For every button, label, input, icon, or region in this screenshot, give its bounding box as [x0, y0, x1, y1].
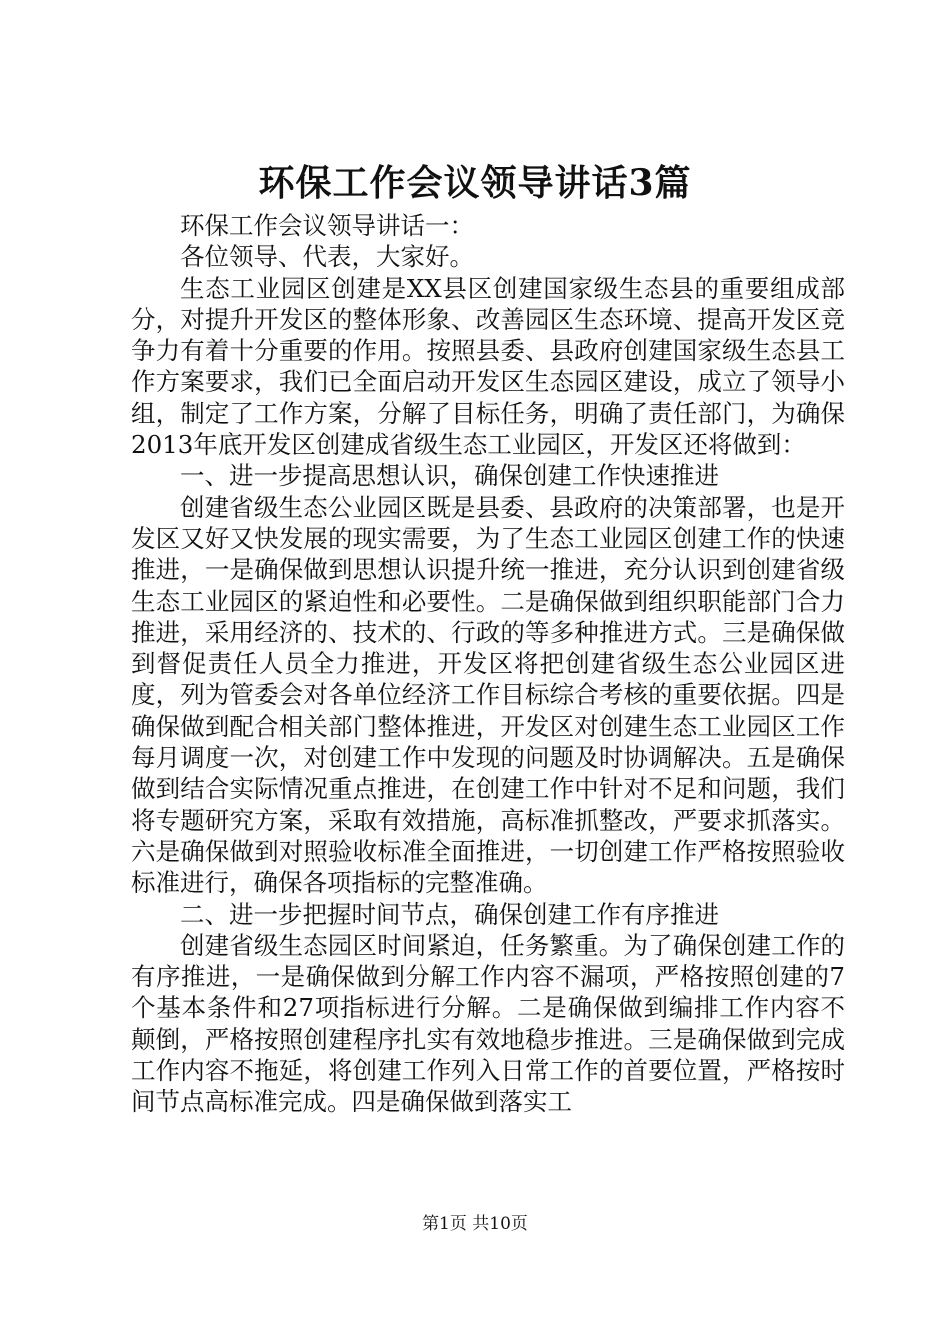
paragraph-salutation: 各位领导、代表，大家好。 [180, 242, 474, 272]
document-title: 环保工作会议领导讲话3篇 [258, 162, 692, 204]
paragraph-section-2: 创建省级生态园区时间紧迫，任务繁重。为了确保创建工作的有序推进，一是确保做到分解工作内容不漏项，严格按照创建的7个基本条件和27项指标进行分解。二是确保做到编排工作内容不颠倒，严格按照创建程序扎实有效地稳步推进。三是确保做到完成工作内容不拖延，将创建工作列入日常工作的首要位置，严格按时间节点高标准完成。四是确保做到落实工 [131, 930, 845, 1117]
paragraph-greeting-heading: 环保工作会议领导讲话一： [180, 211, 474, 240]
section-heading-2: 二、进一步把握时间节点，确保创建工作有序推进 [180, 899, 719, 929]
paragraph-intro: 生态工业园区创建是XX县区创建国家级生态县的重要组成部分，对提升开发区的整体形象、改善园区生态环境、提高开发区竞争力有着十分重要的作用。按照县委、县政府创建国家级生态县工作方案要求，我们已全面启动开发区生态园区建设，成立了领导小组，制定了工作方案，分解了目标任务，明确了责任部门，为确保2013年底开发区创建成省级生态工业园区，开发区还将做到： [131, 273, 845, 460]
document-body [131, 210, 845, 1118]
page-number-footer: 第1页 共10页 [422, 1214, 528, 1234]
paragraph-section-1: 创建省级生态公业园区既是县委、县政府的决策部署，也是开发区又好又快发展的现实需要，为了生态工业园区创建工作的快速推进，一是确保做到思想认识提升统一推进，充分认识到创建省级生态工业园区的紧迫性和必要性。二是确保做到组织职能部门合力推进，采用经济的、技术的、行政的等多种推进方式。三是确保做到督促责任人员全力推进，开发区将把创建省级生态公业园区进度，列为管委会对各单位经济工作目标综合考核的重要依据。四是确保做到配合相关部门整体推进，开发区对创建生态工业园区工作每月调度一次，对创建工作中发现的问题及时协调解决。五是确保做到结合实际情况重点推进，在创建工作中针对不足和问题，我们将专题研究方案，采取有效措施，高标准抓整改，严要求抓落实。六是确保做到对照验收标准全面推进，一切创建工作严格按照验收标准进行，确保各项指标的完整准确。 [131, 492, 845, 898]
section-heading-1: 一、进一步提高思想认识，确保创建工作快速推进 [180, 461, 719, 491]
